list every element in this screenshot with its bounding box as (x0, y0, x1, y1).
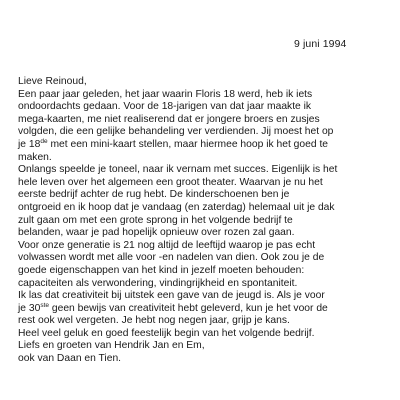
letter-date: 9 juni 1994 (294, 38, 347, 50)
paragraph-2-line-2: hele leven over het algemeen een groot theater. Waarvan je nu het (18, 176, 323, 188)
paragraph-1-line-5 (18, 139, 393, 152)
paragraph-2-line-1: Onlangs speelde je toneel, naar ik vernam met succes. Eigenlijk is het (18, 164, 338, 176)
paragraph-2-line-5: zult gaan om met een grote sprong in het volgende bedrijf te (18, 214, 293, 226)
paragraph-1-line-5-end: met een mini-kaart stellen, maar hiermee hoop ik het goed te (47, 138, 329, 150)
ordinal-suffix: ste (40, 301, 50, 309)
paragraph-2-line-4: ontgroeid en ik hoop dat je vandaag (en zaterdag) helemaal uit je dak (18, 201, 335, 213)
closing-line-1: Liefs en groeten van Hendrik Jan en Em, (18, 340, 205, 352)
closing-line-2: ook van Daan en Tien. (18, 353, 122, 365)
paragraph-1-line-1: Een paar jaar geleden, het jaar waarin Floris 18 werd, heb ik iets (18, 88, 313, 100)
paragraph-3-line-5: Ik las dat creativiteit bij uitstek een gave van de jeugd is. Als je voor (18, 290, 325, 302)
ordinal-suffix: de (40, 137, 48, 145)
paragraph-3-line-1: Voor onze generatie is 21 nog altijd de leeftijd waarop je pas echt (18, 239, 316, 251)
paragraph-1-line-3: mega-kaarten, me niet realiserend dat er jongere broers en zusjes (18, 113, 320, 125)
paragraph-1-line-2: ondoordachts gedaan. Voor de 18-jarigen van dat jaar maakte ik (18, 101, 312, 113)
paragraph-3-line-7: rest ook wel vergeten. Je hebt nog negen jaar, grijp je kans. (18, 315, 290, 327)
paragraph-2-line-3: eerste bedrijf achter de rug hebt. De kinderschoenen ben je (18, 189, 290, 201)
paragraph-3-line-4: capaciteiten als verwondering, vindingrijkheid en spontaniteit. (18, 277, 298, 289)
paragraph-1-line-4: volgden, die een gelijke behandeling ver verdienden. Jij moest het op (18, 126, 334, 138)
salutation: Lieve Reinoud, (18, 76, 87, 87)
paragraph-3-line-6-start: je 30 (18, 302, 41, 314)
paragraph-3-line-3: goede eigenschappen van het kind in jezelf moeten behouden: (18, 264, 305, 276)
paragraph-1-line-5-start: je 18 (18, 138, 41, 150)
paragraph-3-line-2: volwassen wordt met alle voor -en nadelen van dien. Ook zou je de (18, 252, 325, 264)
paragraph-3-line-6 (18, 303, 393, 316)
paragraph-3-line-8: Heel veel geluk en goed feestelijk begin van het volgende bedrijf. (18, 327, 315, 339)
paragraph-1-line-6: maken. (18, 151, 52, 163)
paragraph-2-line-6: belanden, waar je pad hopelijk opnieuw over rozen zal gaan. (18, 227, 295, 239)
paragraph-3-line-6-end: geen bewijs van creativiteit hebt geleverd, kun je het voor de (49, 302, 328, 314)
letter-body (18, 76, 393, 366)
